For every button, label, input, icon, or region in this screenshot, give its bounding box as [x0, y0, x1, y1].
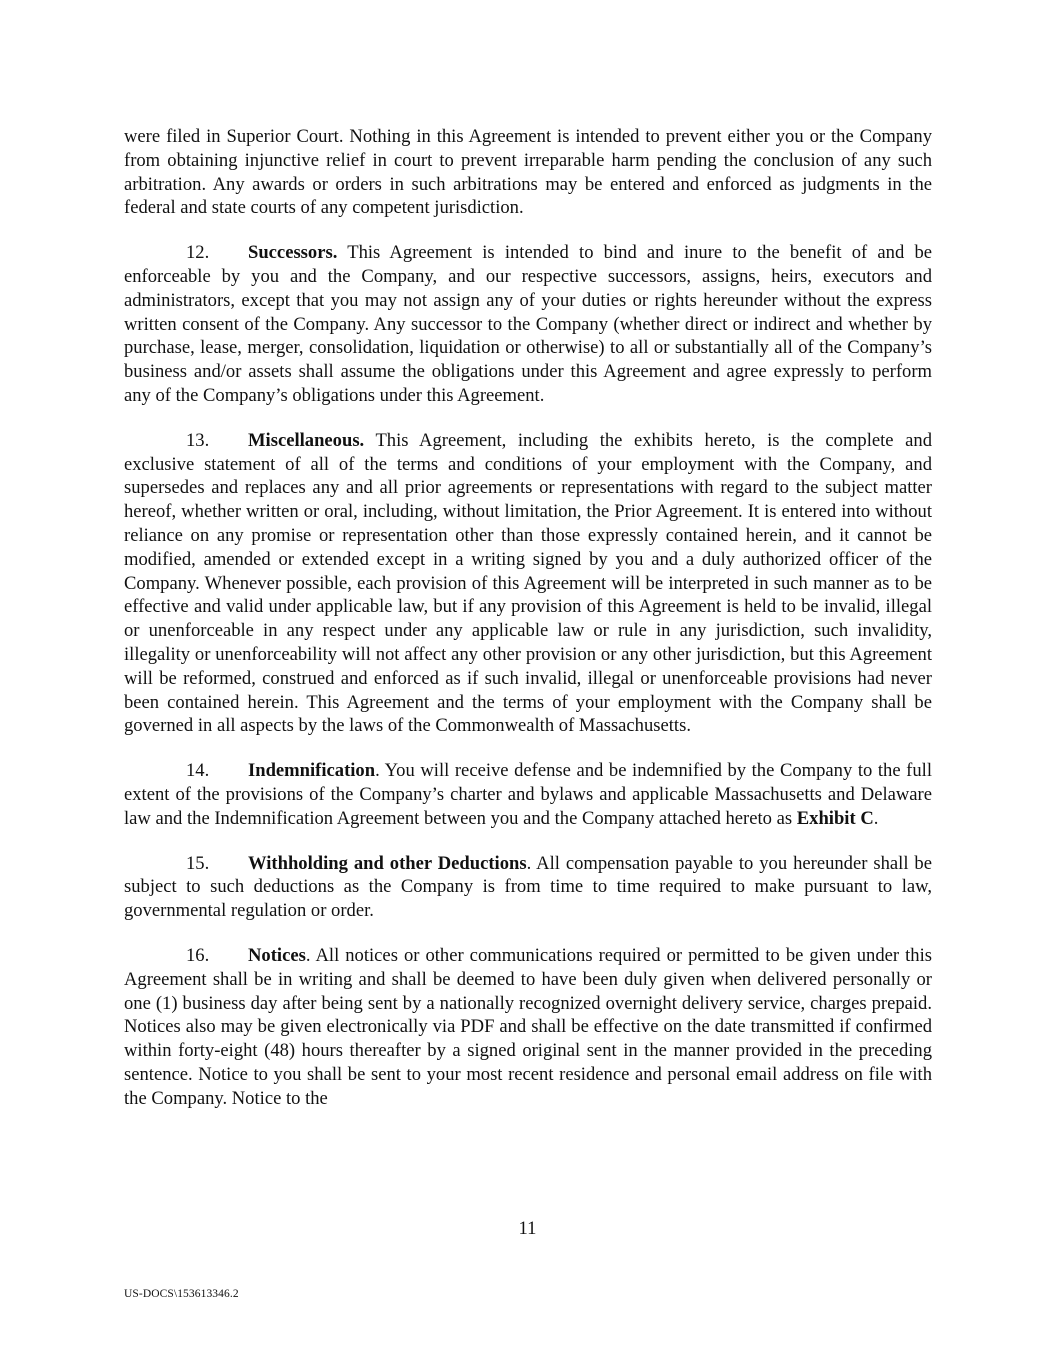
section-text: . All notices or other communications required or permitted to be given under this Agreement shall be in writing and shall be deemed to have been duly given when delivered personally or one (1) business day after being sent by a nationally recognized overnight delivery service, charges prepaid. Notices also may be given electronically via PDF and shall be effective on the date transmitted if confirmed within forty-eight (48) hours thereafter by a signed original sent in the manner provided in the preceding sentence. Notice to you shall be sent to your most recent residence and personal email address on file with the Company. Notice to the: [124, 944, 932, 1109]
section-heading: Indemnification: [248, 760, 376, 782]
exhibit-reference: Exhibit C: [796, 807, 874, 829]
section-15-withholding: [124, 852, 932, 923]
section-text-tail: .: [873, 807, 879, 829]
section-14-indemnification: [124, 759, 932, 830]
section-12-successors: [124, 241, 932, 408]
section-number: 13.: [186, 429, 210, 451]
section-number: 14.: [186, 760, 210, 782]
section-heading: Notices: [248, 944, 306, 966]
section-16-notices: [124, 944, 932, 1111]
section-heading: Miscellaneous.: [248, 429, 365, 451]
section-text: . All compensation payable to you hereunder shall be subject to such deductions as the Company is from time to time required to make pursuant to law, governmental regulation or order.: [124, 852, 932, 922]
document-body: [124, 125, 932, 1131]
document-id: US-DOCS\153613346.2: [124, 1288, 239, 1300]
section-heading: Successors.: [248, 242, 338, 264]
section-number: 15.: [186, 852, 210, 874]
section-text: This Agreement is intended to bind and inure to the benefit of and be enforceable by you and the Company, and our respective successors, assigns, heirs, executors and administrators, except that you may not assign any of your duties or rights hereunder without the express written consent of the Company. Any successor to the Company (whether direct or indirect and whether by purchase, lease, merger, consolidation, liquidation or otherwise) to all or substantially all of the Company’s business and/or assets shall assume the obligations under this Agreement and agree expressly to perform any of the Company’s obligations under this Agreement.: [124, 242, 932, 406]
section-text: This Agreement, including the exhibits hereto, is the complete and exclusive statement of all of the terms and conditions of your employment with the Company, and supersedes and replaces any and all prior agreements or representations with regard to the subject matter hereof, whether written or oral, including, without limitation, the Prior Agreement. It is entered into without reliance on any promise or representation other than those expressly contained herein, and it cannot be modified, amended or extended except in a writing signed by you and a duly authorized officer of the Company. Whenever possible, each provision of this Agreement will be interpreted in such manner as to be effective and valid under applicable law, but if any provision of this Agreement is held to be invalid, illegal or unenforceable in any respect under any applicable law or rule in any jurisdiction, such invalidity, illegality or unenforceability will not affect any other provision or any other jurisdiction, but this Agreement will be reformed, construed and enforced as if such invalid, illegal or unenforceable provisions had never been contained herein. This Agreement and the terms of your employment with the Company shall be governed in all aspects by the laws of the Commonwealth of Massachusetts.: [124, 429, 932, 737]
intro-paragraph: were filed in Superior Court. Nothing in this Agreement is intended to prevent either you or the Company from obtaining injunctive relief in court to prevent irreparable harm pending the conclusion of any such arbitration. Any awards or orders in such arbitrations may be entered and enforced as judgments in the federal and state courts of any competent jurisdiction.: [124, 126, 932, 219]
section-13-miscellaneous: [124, 429, 932, 738]
section-number: 16.: [186, 944, 210, 966]
section-text: . You will receive defense and be indemnified by the Company to the full extent of the provisions of the Company’s charter and bylaws and applicable Massachusetts and Delaware law and the Indemnification Agreement between you and the Company attached hereto as: [124, 760, 932, 829]
page-number: 11: [518, 1218, 537, 1239]
section-number: 12.: [186, 242, 210, 264]
section-heading: Withholding and other Deductions: [248, 852, 527, 874]
